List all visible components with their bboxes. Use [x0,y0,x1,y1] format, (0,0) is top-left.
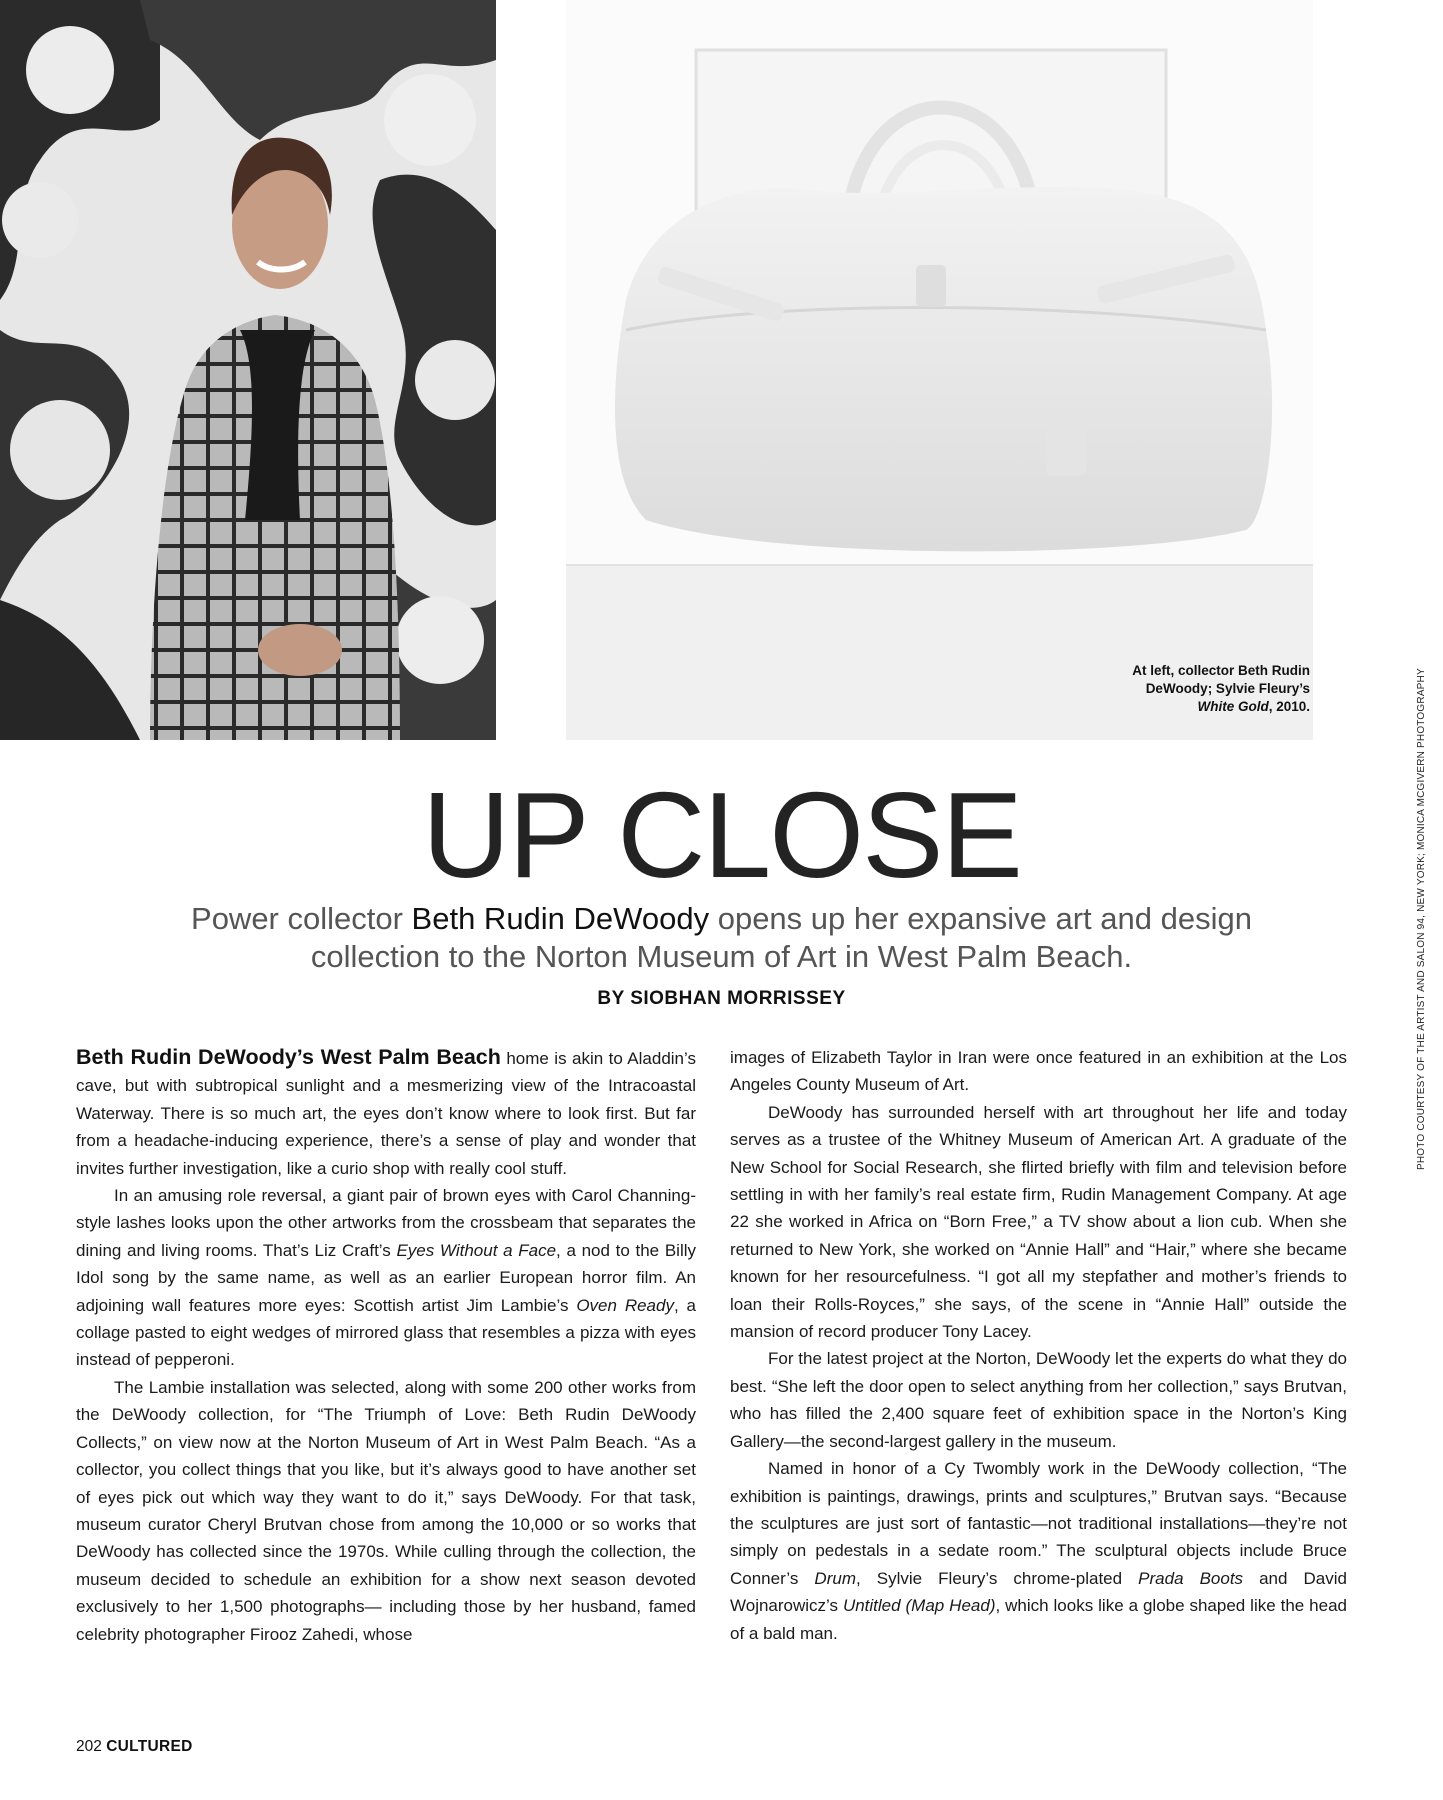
paragraph-text: , Sylvie Fleury’s chrome-plated [855,1568,1139,1588]
paragraph-text: Named in honor of a Cy Twombly work in the DeWoody collection, “The exhibition is paintings, drawings, prints and sculptures,” Brutvan says. “Because the sculptures are just sort of fantastic—not traditional installations—they’re not simply on pedestals in a sedate room.” The sculptural objects include Bruce Conner’s [730,1459,1347,1588]
paragraph-text: , a collage pasted to eight wedges of mirrored glass that resembles a pizza with eyes instead of pepperoni. [76,1295,697,1370]
paragraph-text: and David Wojnarowicz’s [730,1568,1347,1616]
artwork-title: Prada Boots [1138,1568,1244,1588]
dek-before: Power collector [191,901,412,936]
photo-portrait [0,0,496,740]
dek [180,900,1263,976]
artwork-title: Drum [814,1568,856,1588]
article-column-right [730,1044,1347,1647]
dek-name: Beth Rudin DeWoody [411,901,710,936]
artwork-title: Eyes Without a Face [396,1240,557,1260]
paragraph [76,1044,696,1182]
caption-line-3 [1060,698,1310,716]
headline [0,767,1443,903]
article-column-left [76,1044,696,1648]
paragraph: For the latest project at the Norton, DeWoody let the experts do what they do best. “She left the door open to select anything from her collection,” says Brutvan, who has filled the 2,400 square feet of exhibition space in the Norton’s King Gallery—the second-largest gallery in the museum. [730,1349,1347,1451]
byline: BY SIOBHAN MORRISSEY [597,988,846,1009]
page-folio [76,1738,193,1756]
artwork-title: Oven Ready [576,1295,674,1315]
lead-in: Beth Rudin DeWoody’s West Palm Beach [76,1045,501,1069]
paragraph: DeWoody has surrounded herself with art throughout her life and today serves as a trustee of the Whitney Museum of American Art. A graduate of the New School for Social Research, she flirted briefly with film and television before settling in with her family’s real estate firm, Rudin Management Company. At age 22 she worked in Africa on “Born Free,” a TV show about a lion cub. When she returned to New York, she worked on “Annie Hall” and “Hair,” where she became known for her resourcefulness. “I got all my stepfather and mother’s friends to loan their Rolls-Royces,” she says, of the scene in “Annie Hall” outside the mansion of record producer Tony Lacey. [730,1102,1347,1342]
paragraph [730,1455,1347,1647]
caption-line-2: DeWoody; Sylvie Fleury’s [1145,681,1310,696]
caption-line-1: At left, collector Beth Rudin [1132,663,1310,678]
paragraph: images of Elizabeth Taylor in Iran were once featured in an exhibition at the Los Angeles County Museum of Art. [730,1048,1347,1095]
magazine-name: CULTURED [106,1738,193,1755]
caption-year: , 2010. [1268,699,1310,714]
paragraph-text: , which looks like a globe shaped like the head of a bald man. [730,1596,1347,1643]
paragraph-text: In an amusing role reversal, a giant pair of brown eyes with Carol Channing-style lashes looks upon the other artworks from the crossbeam that separates the dining and living rooms. That’s Liz Craft’s [76,1186,696,1260]
artwork-title: Untitled (Map Head) [842,1596,996,1616]
headline-text: UP CLOSE [422,767,1021,903]
paragraph-text: , a nod to the Billy Idol song by the same name, as well as an earlier European horror film. An adjoining wall features more eyes: Scottish artist Jim Lambie’s [76,1240,696,1315]
photo-white-gold-sculpture [566,0,1313,740]
caption-artwork-title: White Gold [1197,699,1269,714]
page-number: 202 [76,1738,102,1755]
sculpture-photo-icon [566,0,1313,740]
paragraph [76,1182,696,1374]
portrait-photo-icon [0,0,496,740]
dek-after: opens up her expansive art and design collection to the Norton Museum of Art in West Palm Beach. [310,901,1252,974]
photo-credit: PHOTO COURTESY OF THE ARTIST AND SALON 94, NEW YORK; MONICA MCGIVERN PHOTOGRAPHY [1416,668,1427,1170]
paragraph-text: home is akin to Aladdin’s cave, but with subtropical sunlight and a mesmerizing view of the Intracoastal Waterway. There is so much art, the eyes don’t know where to look first. But far from a headache-inducing experience, there’s a sense of play and wonder that invites further investigation, like a curio shop with really cool stuff. [76,1049,696,1178]
paragraph: The Lambie installation was selected, along with some 200 other works from the DeWoody collection, for “The Triumph of Love: Beth Rudin DeWoody Collects,” on view now at the Norton Museum of Art in West Palm Beach. “As a collector, you collect things that you like, but it’s always good to have another set of eyes pick out which way they want to do it,” says DeWoody. For that task, museum curator Cheryl Brutvan chose from among the 10,000 or so works that DeWoody has collected since the 1970s. While culling through the collection, the museum decided to schedule an exhibition for a show next season devoted exclusively to her 1,500 photographs— including those by her husband, famed celebrity photographer Firooz Zahedi, whose [76,1377,696,1644]
photo-caption [1060,662,1310,716]
